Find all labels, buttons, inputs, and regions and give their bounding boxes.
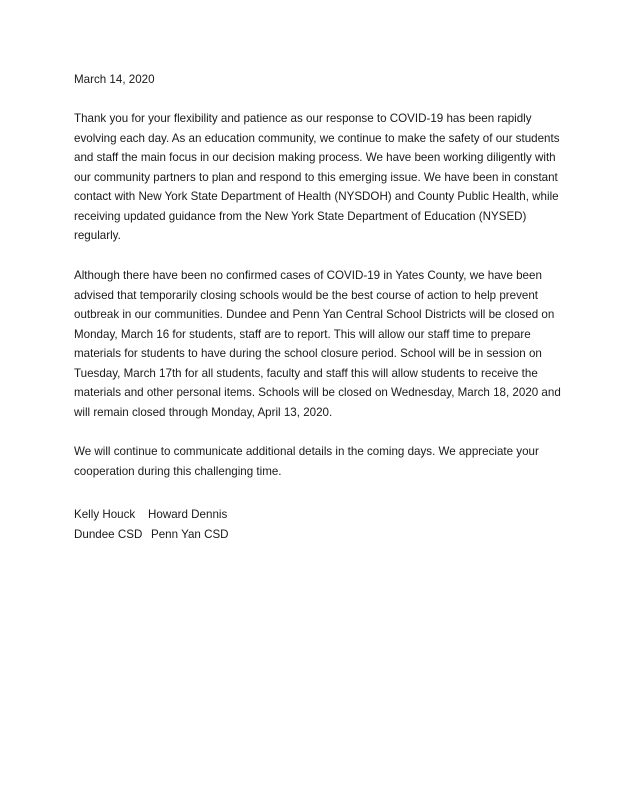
signature-kelly-houck [74,505,142,544]
paragraph-line: We will continue to communicate additional details in the coming days. We appreciate your [74,445,539,458]
paragraph-line: our community partners to plan and respond to this emerging issue. We have been in constant [74,170,558,184]
paragraph-line: receiving updated guidance from the New York State Department of Education (NYSED) [74,209,527,223]
paragraph-line: Tuesday, March 17th for all students, faculty and staff this will allow students to receive the [74,366,538,380]
signature-district: Dundee CSD [74,527,143,541]
paragraph-line: Although there have been no confirmed cases of COVID-19 in Yates County, we have been [74,269,542,282]
paragraph-line: will remain closed through Monday, April 13, 2020. [74,405,333,419]
paragraph-school-closure [74,266,561,422]
paragraph-line: materials for students to have during the school closure period. School will be in session on [74,347,542,360]
paragraph-line: contact with New York State Department of Health (NYSDOH) and County Public Health, while [74,190,559,203]
signature-name: Kelly Houck [74,508,136,521]
letter-date: March 14, 2020 [74,73,155,86]
signature-howard-dennis [148,505,229,544]
paragraph-line: outbreak in our communities. Dundee and Penn Yan Central School Districts will be closed on [74,308,555,321]
signature-name: Howard Dennis [148,508,228,521]
paragraph-line: materials and other personal items. Schools will be closed on Wednesday, March 18, 2020 and [74,386,561,399]
paragraph-closing [74,442,539,481]
signature-district: Penn Yan CSD [151,527,229,541]
paragraph-covid-response [74,109,560,246]
paragraph-line: evolving each day. As an education community, we continue to make the safety of our students [74,131,560,145]
paragraph-line: and staff the main focus in our decision making process. We have been working diligently with [74,151,556,164]
paragraph-line: regularly. [74,229,121,242]
paragraph-line: advised that temporarily closing schools would be the best course of action to help prevent [74,288,539,302]
paragraph-line: Thank you for your flexibility and patience as our response to COVID-19 has been rapidly [74,112,532,125]
paragraph-line: Monday, March 16 for students, staff are to report. This will allow our staff time to prepare [74,327,531,341]
paragraph-line: cooperation during this challenging time. [74,464,282,478]
